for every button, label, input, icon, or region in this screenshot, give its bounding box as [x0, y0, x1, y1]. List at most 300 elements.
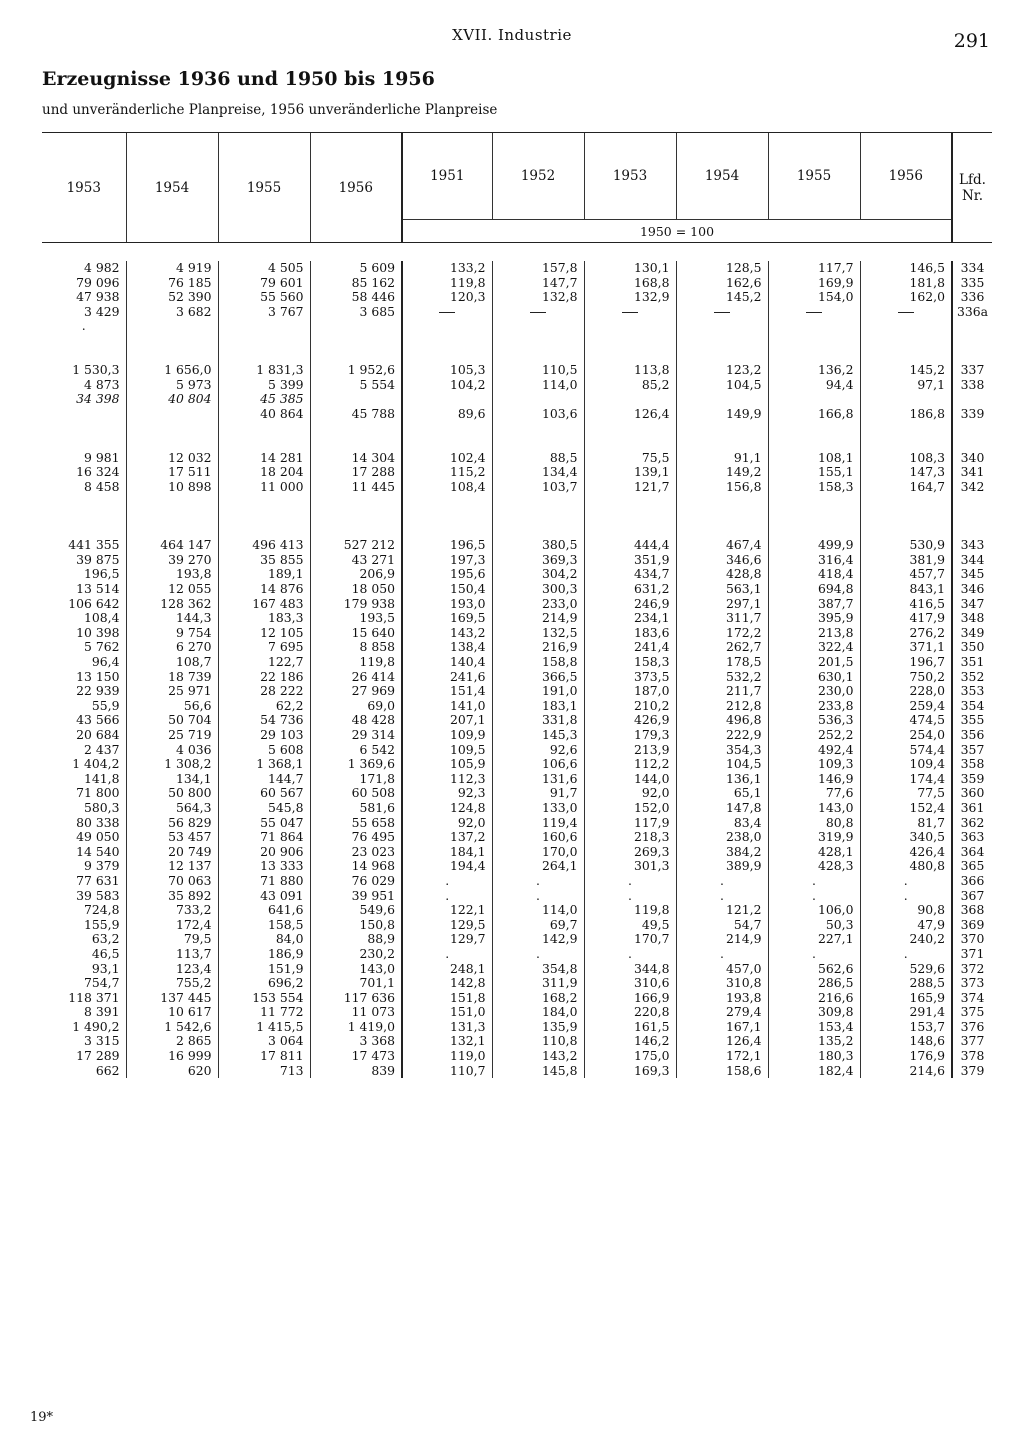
lfd-nr-cell: 363 [952, 830, 992, 845]
table-cell [310, 422, 402, 437]
table-cell: 340,5 [860, 830, 952, 845]
table-cell: 166,9 [584, 991, 676, 1006]
lfd-nr-cell: 337 [952, 363, 992, 378]
table-cell: 311,7 [676, 611, 768, 626]
table-cell [584, 495, 676, 510]
table-cell [860, 305, 952, 320]
table-cell: 88,9 [310, 932, 402, 947]
table-cell: 351,9 [584, 553, 676, 568]
table-cell: 46,5 [91, 945, 120, 961]
lfd-nr-cell: 354 [952, 699, 992, 714]
table-cell [126, 509, 218, 524]
table-row [42, 436, 992, 451]
table-cell [676, 392, 768, 407]
table-cell [492, 524, 584, 539]
table-cell: . [676, 874, 768, 889]
table-cell: 108,4 [402, 480, 492, 495]
table-cell: 843,1 [860, 582, 952, 597]
table-cell: 297,1 [676, 597, 768, 612]
lfd-nr-cell: 375 [952, 1005, 992, 1020]
col-header: 1956 [310, 133, 402, 243]
table-cell: 529,6 [860, 962, 952, 977]
col-header: 1955 [218, 133, 310, 243]
table-cell: 153,4 [768, 1020, 860, 1035]
table-cell: 1 369,6 [310, 757, 402, 772]
table-cell: 14 281 [218, 451, 310, 466]
table-cell: 9 754 [126, 626, 218, 641]
table-cell: 5 608 [218, 743, 310, 758]
table-cell: 381,9 [860, 553, 952, 568]
table-row [42, 713, 992, 728]
lfd-nr-cell: 370 [952, 932, 992, 947]
table-cell: 3 368 [310, 1034, 402, 1049]
table-cell: 214,6 [860, 1064, 952, 1079]
table-cell: 29 314 [310, 728, 402, 743]
table-cell: 110,7 [402, 1064, 492, 1079]
lfd-nr-cell: 339 [952, 407, 992, 422]
dash-mark [439, 312, 455, 313]
table-row [42, 830, 992, 845]
table-cell: 56,6 [126, 699, 218, 714]
table-cell: 114,0 [492, 903, 584, 918]
table-cell: . [860, 947, 952, 962]
table-cell: 12 137 [126, 859, 218, 874]
table-cell: 580,3 [84, 799, 120, 815]
table-row [42, 1020, 992, 1035]
table-cell: 426,9 [584, 713, 676, 728]
table-row [42, 261, 992, 276]
table-cell: 530,9 [860, 538, 952, 553]
table-cell: . [492, 947, 584, 962]
table-cell: 10 398 [76, 624, 120, 640]
table-cell: 104,5 [676, 378, 768, 393]
table-cell: 331,8 [492, 713, 584, 728]
table-cell: 4 505 [218, 261, 310, 276]
table-row [42, 670, 992, 685]
table-cell: 574,4 [860, 743, 952, 758]
table-cell: 1 490,2 [72, 1018, 120, 1034]
table-cell: 322,4 [768, 640, 860, 655]
table-cell: 144,3 [126, 611, 218, 626]
table-row [42, 757, 992, 772]
table-cell: 108,4 [84, 610, 120, 626]
col-header: 1954 [126, 133, 218, 243]
table-cell: 166,8 [768, 407, 860, 422]
table-cell: 156,8 [676, 480, 768, 495]
table-cell: 23 023 [310, 845, 402, 860]
table-cell: 135,9 [492, 1020, 584, 1035]
table-cell: . [492, 874, 584, 889]
table-cell: 434,7 [584, 567, 676, 582]
table-cell: 132,8 [492, 290, 584, 305]
table-cell: . [584, 947, 676, 962]
table-cell: 102,4 [402, 451, 492, 466]
table-cell [584, 349, 676, 364]
table-cell: . [81, 318, 86, 334]
table-cell: 1 419,0 [310, 1020, 402, 1035]
table-cell: 301,3 [584, 859, 676, 874]
table-cell: 12 105 [218, 626, 310, 641]
table-cell [584, 436, 676, 451]
table-row [42, 611, 992, 626]
table-cell: 117,7 [768, 261, 860, 276]
table-row [42, 655, 992, 670]
table-cell [768, 509, 860, 524]
table-cell: 389,9 [676, 859, 768, 874]
table-cell [218, 334, 310, 349]
table-cell: 76 495 [310, 830, 402, 845]
table-cell: . [768, 889, 860, 904]
table-cell [310, 319, 402, 334]
table-cell: 168,2 [492, 991, 584, 1006]
table-cell: 11 073 [310, 1005, 402, 1020]
table-cell: 146,5 [860, 261, 952, 276]
table-cell: 147,7 [492, 276, 584, 291]
lfd-nr-cell [952, 495, 992, 510]
table-cell: 94,4 [768, 378, 860, 393]
table-cell: 141,0 [402, 699, 492, 714]
table-cell: 233,0 [492, 597, 584, 612]
table-cell: 241,4 [584, 640, 676, 655]
table-cell: 262,7 [676, 640, 768, 655]
lfd-nr-cell: 356 [952, 728, 992, 743]
dash-mark [530, 312, 546, 313]
table-cell: 123,2 [676, 363, 768, 378]
table-cell: 3 767 [218, 305, 310, 320]
table-cell: 77 631 [76, 872, 120, 888]
table-cell: 27 969 [310, 684, 402, 699]
table-row [42, 597, 992, 612]
table-cell: 158,6 [676, 1064, 768, 1079]
table-cell: 118 371 [68, 989, 120, 1005]
table-cell [584, 392, 676, 407]
table-cell: 142,8 [402, 976, 492, 991]
table-cell: . [584, 889, 676, 904]
table-cell: 17 288 [310, 465, 402, 480]
table-row [42, 1034, 992, 1049]
table-cell: 1 656,0 [126, 363, 218, 378]
table-cell: 169,5 [402, 611, 492, 626]
table-cell [126, 407, 218, 422]
table-cell: 5 973 [126, 378, 218, 393]
table-cell: 85,2 [584, 378, 676, 393]
table-cell: 701,1 [310, 976, 402, 991]
table-cell: 288,5 [860, 976, 952, 991]
table-cell [768, 422, 860, 437]
table-cell: 20 684 [76, 727, 120, 742]
table-cell: 89,6 [402, 407, 492, 422]
lfd-nr-cell [952, 524, 992, 539]
table-cell: 218,3 [584, 830, 676, 845]
table-cell: 3 682 [126, 305, 218, 320]
lfd-nr-cell: 352 [952, 670, 992, 685]
table-cell: 532,2 [676, 670, 768, 685]
table-cell: 187,0 [584, 684, 676, 699]
table-cell [676, 495, 768, 510]
table-cell: 132,9 [584, 290, 676, 305]
table-cell: 16 324 [76, 464, 120, 480]
table-cell [42, 407, 126, 422]
table-cell: 210,2 [584, 699, 676, 714]
table-cell [310, 524, 402, 539]
table-cell [584, 305, 676, 320]
table-cell: 119,0 [402, 1049, 492, 1064]
table-cell: 112,3 [402, 772, 492, 787]
lfd-nr-cell: 364 [952, 845, 992, 860]
table-cell: 119,8 [310, 655, 402, 670]
table-cell: 35 855 [218, 553, 310, 568]
lfd-nr-cell: 374 [952, 991, 992, 1006]
table-cell: 254,0 [860, 728, 952, 743]
table-cell: 28 222 [218, 684, 310, 699]
table-cell: 124,8 [402, 801, 492, 816]
table-cell [402, 509, 492, 524]
table-cell: 176,9 [860, 1049, 952, 1064]
table-cell: 58 446 [310, 290, 402, 305]
table-cell: 5 554 [310, 378, 402, 393]
table-cell [218, 509, 310, 524]
table-cell: 132,5 [492, 626, 584, 641]
table-cell: 50 704 [126, 713, 218, 728]
table-cell: 189,1 [218, 567, 310, 582]
table-cell: 164,7 [860, 480, 952, 495]
table-cell [492, 509, 584, 524]
table-cell [42, 422, 126, 437]
table-cell: 6 542 [310, 743, 402, 758]
table-cell: 50,3 [768, 918, 860, 933]
table-cell: 213,8 [768, 626, 860, 641]
table-cell [676, 349, 768, 364]
table-cell: 418,4 [768, 567, 860, 582]
table-cell: . [402, 947, 492, 962]
table-cell: 311,9 [492, 976, 584, 991]
table-row [42, 991, 992, 1006]
table-cell: 54,7 [676, 918, 768, 933]
lfd-nr-cell: 357 [952, 743, 992, 758]
table-cell [584, 509, 676, 524]
table-cell: 158,3 [584, 655, 676, 670]
table-cell [402, 334, 492, 349]
table-cell: 213,9 [584, 743, 676, 758]
table-cell: 45 385 [218, 392, 310, 407]
table-cell: 97,1 [860, 378, 952, 393]
table-row [42, 903, 992, 918]
table-cell: 181,8 [860, 276, 952, 291]
table-cell: 170,7 [584, 932, 676, 947]
table-row [42, 684, 992, 699]
table-cell: 140,4 [402, 655, 492, 670]
table-cell: 106,0 [768, 903, 860, 918]
table-cell: 165,9 [860, 991, 952, 1006]
table-cell: 47 938 [76, 289, 120, 305]
table-cell: 170,0 [492, 845, 584, 860]
table-row [42, 495, 992, 510]
lfd-nr-cell [952, 436, 992, 451]
table-cell: 49 050 [76, 829, 120, 845]
table-cell: 241,6 [402, 670, 492, 685]
table-cell [126, 495, 218, 510]
table-cell: 155,9 [84, 916, 120, 932]
table-cell: 131,6 [492, 772, 584, 787]
table-cell: 134,1 [126, 772, 218, 787]
table-cell [860, 392, 952, 407]
table-cell: 150,8 [310, 918, 402, 933]
lfd-nr-cell: 349 [952, 626, 992, 641]
table-cell: 113,8 [584, 363, 676, 378]
lfd-nr-cell: 365 [952, 859, 992, 874]
table-cell: 175,0 [584, 1049, 676, 1064]
table-cell: 4 036 [126, 743, 218, 758]
table-cell: . [768, 874, 860, 889]
table-cell [768, 495, 860, 510]
table-row [42, 801, 992, 816]
table-cell: 1 831,3 [218, 363, 310, 378]
table-cell: 179 938 [310, 597, 402, 612]
table-cell: 366,5 [492, 670, 584, 685]
table-cell: 119,4 [492, 816, 584, 831]
lfd-nr-cell: 338 [952, 378, 992, 393]
table-cell: 169,3 [584, 1064, 676, 1079]
table-row [42, 1064, 992, 1079]
table-cell: 384,2 [676, 845, 768, 860]
table-cell: 172,1 [676, 1049, 768, 1064]
table-cell [218, 436, 310, 451]
table-cell: 110,5 [492, 363, 584, 378]
table-cell: 549,6 [310, 903, 402, 918]
table-cell: 108,7 [126, 655, 218, 670]
table-row [42, 509, 992, 524]
table-cell: 45 788 [310, 407, 402, 422]
page-number: 291 [953, 30, 990, 52]
table-cell: 119,8 [402, 276, 492, 291]
table-cell: 620 [126, 1064, 218, 1079]
table-cell [676, 509, 768, 524]
table-cell: 83,4 [676, 816, 768, 831]
table-cell: 153 554 [218, 991, 310, 1006]
table-cell: 39 875 [76, 551, 120, 567]
table-cell: 441 355 [68, 537, 120, 553]
table-cell: 114,0 [492, 378, 584, 393]
table-cell: 17 289 [76, 1048, 120, 1064]
table-cell: 4 919 [126, 261, 218, 276]
lfd-nr-cell [952, 422, 992, 437]
table-cell [42, 509, 126, 524]
table-cell: 14 968 [310, 859, 402, 874]
table-cell: 17 473 [310, 1049, 402, 1064]
table-cell: 77,5 [860, 786, 952, 801]
table-cell: 186,9 [218, 947, 310, 962]
table-cell: 207,1 [402, 713, 492, 728]
table-cell: 562,6 [768, 962, 860, 977]
table-cell: 92,6 [492, 743, 584, 758]
table-cell: 467,4 [676, 538, 768, 553]
lfd-nr-cell: 350 [952, 640, 992, 655]
table-cell: 133,2 [402, 261, 492, 276]
table-cell: 106,6 [492, 757, 584, 772]
table-cell [126, 422, 218, 437]
lfd-nr-cell: 346 [952, 582, 992, 597]
lfd-nr-cell: 343 [952, 538, 992, 553]
table-cell: 119,8 [584, 903, 676, 918]
table-body [42, 261, 992, 1078]
table-cell: 13 514 [76, 581, 120, 597]
table-cell: 286,5 [768, 976, 860, 991]
table-cell: 55 658 [310, 816, 402, 831]
table-cell: 195,6 [402, 567, 492, 582]
table-cell: 136,1 [676, 772, 768, 787]
table-cell: 196,5 [84, 566, 120, 582]
table-cell: 1 308,2 [126, 757, 218, 772]
table-cell [492, 495, 584, 510]
table-cell: 480,8 [860, 859, 952, 874]
table-cell: 2 437 [84, 741, 120, 757]
table-cell [218, 422, 310, 437]
table-cell: 457,7 [860, 567, 952, 582]
table-cell: 134,4 [492, 465, 584, 480]
lfd-nr-cell: 379 [952, 1064, 992, 1079]
table-cell [310, 392, 402, 407]
table-cell: 129,7 [402, 932, 492, 947]
table-cell: 179,3 [584, 728, 676, 743]
index-base-label: 1950 = 100 [402, 220, 952, 243]
table-cell: 108,3 [860, 451, 952, 466]
table-row [42, 772, 992, 787]
table-cell: 109,5 [402, 743, 492, 758]
table-row [42, 319, 992, 334]
table-cell: 122,7 [218, 655, 310, 670]
table-cell: 259,4 [860, 699, 952, 714]
table-cell: 144,0 [584, 772, 676, 787]
table-cell: 291,4 [860, 1005, 952, 1020]
table-cell: 11 772 [218, 1005, 310, 1020]
table-cell: 79 601 [218, 276, 310, 291]
table-cell: 457,0 [676, 962, 768, 977]
lfd-nr-cell: 377 [952, 1034, 992, 1049]
table-cell: 117 636 [310, 991, 402, 1006]
table-cell: 105,3 [402, 363, 492, 378]
table-cell [768, 319, 860, 334]
table-cell: 172,4 [126, 918, 218, 933]
table-cell: 123,4 [126, 962, 218, 977]
table-cell: 152,0 [584, 801, 676, 816]
table-cell: 194,4 [402, 859, 492, 874]
table-cell: 193,8 [676, 991, 768, 1006]
table-row [42, 363, 992, 378]
table-row [42, 845, 992, 860]
table-cell: 158,8 [492, 655, 584, 670]
table-cell: 3 064 [218, 1034, 310, 1049]
lfd-nr-cell: 376 [952, 1020, 992, 1035]
table-cell: 1 404,2 [72, 756, 120, 772]
table-cell [860, 334, 952, 349]
table-cell: 641,6 [218, 903, 310, 918]
col-header: 1953 [584, 133, 676, 220]
table-cell: 11 445 [310, 480, 402, 495]
table-cell: 172,2 [676, 626, 768, 641]
table-row [42, 918, 992, 933]
table-cell: 527 212 [310, 538, 402, 553]
table-row [42, 349, 992, 364]
table-cell [768, 436, 860, 451]
table-cell: 143,2 [492, 1049, 584, 1064]
table-cell: 246,9 [584, 597, 676, 612]
table-cell: 319,9 [768, 830, 860, 845]
table-cell: 143,2 [402, 626, 492, 641]
table-cell: 316,4 [768, 553, 860, 568]
table-cell: 162,6 [676, 276, 768, 291]
table-cell: 137 445 [126, 991, 218, 1006]
table-cell: 34 398 [76, 391, 120, 407]
